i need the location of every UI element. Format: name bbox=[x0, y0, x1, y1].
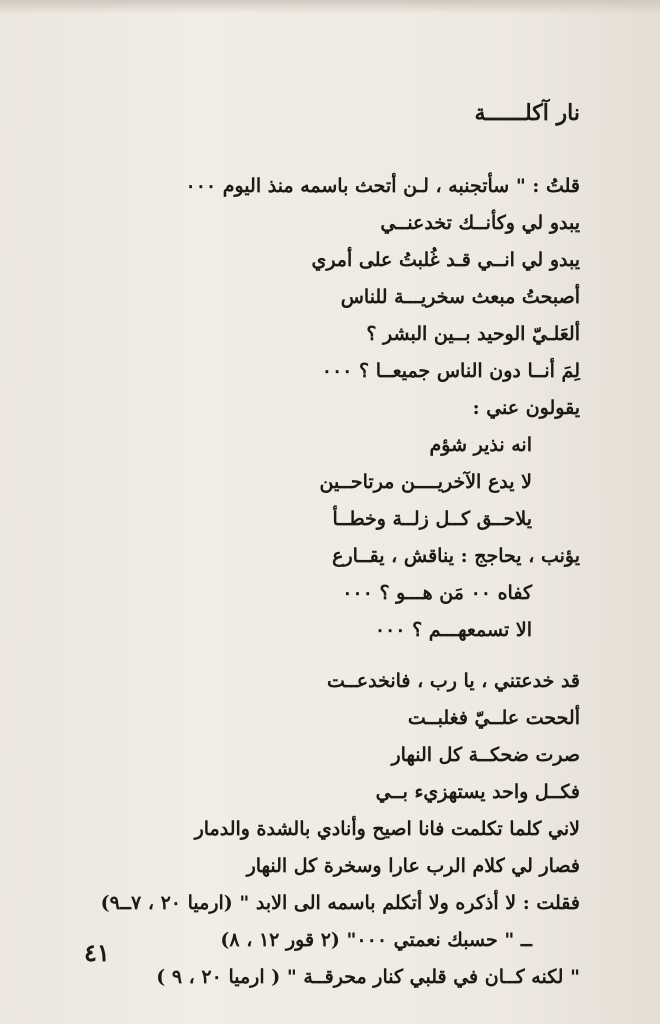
page-number: ٤١ bbox=[84, 938, 110, 967]
poem-line: صرت ضحكــة كل النهار bbox=[391, 744, 580, 766]
poem-line: فقلت : لا أذكره ولا أتكلم باسمه الى الابد " (ارميا ٢٠ ، ٧ــ٩) bbox=[100, 892, 580, 914]
poem-line: ــ " حسبك نعمتي ٠٠٠" (٢ قور ١٢ ، ٨) bbox=[220, 929, 532, 951]
poem-line: يقولون عني : bbox=[472, 397, 580, 419]
poem-body bbox=[60, 168, 580, 996]
poem-line: يؤنب ، يحاجج : يناقش ، يقــارع bbox=[332, 545, 580, 567]
poem-line: فكــل واحد يستهزيء بــي bbox=[375, 781, 580, 803]
poem-line: لا يدع الآخريــــن مرتاحــين bbox=[319, 471, 532, 493]
poem-line: لِمَ أنــا دون الناس جميعــا ؟ ٠٠٠ bbox=[321, 360, 580, 382]
poem-line: أصبحتُ مبعث سخريـــة للناس bbox=[340, 286, 580, 308]
stanza-gap bbox=[60, 649, 580, 663]
poem-line: " لكنه كــان في قلبي كنار محرقــة " ( ارميا ٢٠ ، ٩ ) bbox=[156, 966, 580, 988]
poem-line: يبدو لي انــي قـد غُلبتُ على أمري bbox=[311, 249, 580, 271]
page-top-shadow bbox=[0, 0, 660, 14]
poem-line: يبدو لي وكأنــك تخدعنــي bbox=[380, 212, 580, 234]
poem-line: فصار لي كلام الرب عارا وسخرة كل النهار bbox=[246, 855, 580, 877]
poem-line: ألعَلـيّ الوحيد بــين البشر ؟ bbox=[366, 323, 580, 345]
poem-line: ألححت علــيّ فغلبــت bbox=[407, 707, 580, 729]
poem-line: قد خدعتني ، يا رب ، فانخدعــت bbox=[326, 670, 580, 692]
poem-line: قلتُ : " سأتجنبه ، لـن أتحث باسمه منذ اليوم ٠٠٠ bbox=[185, 175, 580, 197]
poem-line: انه نذير شؤم bbox=[429, 434, 532, 456]
running-title: نار آكلــــــة bbox=[474, 100, 580, 126]
poem-line: لاني كلما تكلمت فانا اصيح وأنادي بالشدة والدمار bbox=[194, 818, 580, 840]
poem-line: كفاه ٠٠ مَن هـــو ؟ ٠٠٠ bbox=[342, 582, 532, 604]
poem-line: الا تسمعهـــم ؟ ٠٠٠ bbox=[374, 619, 532, 641]
poem-line: يلاحــق كــل زلــة وخطــأ bbox=[332, 508, 532, 530]
